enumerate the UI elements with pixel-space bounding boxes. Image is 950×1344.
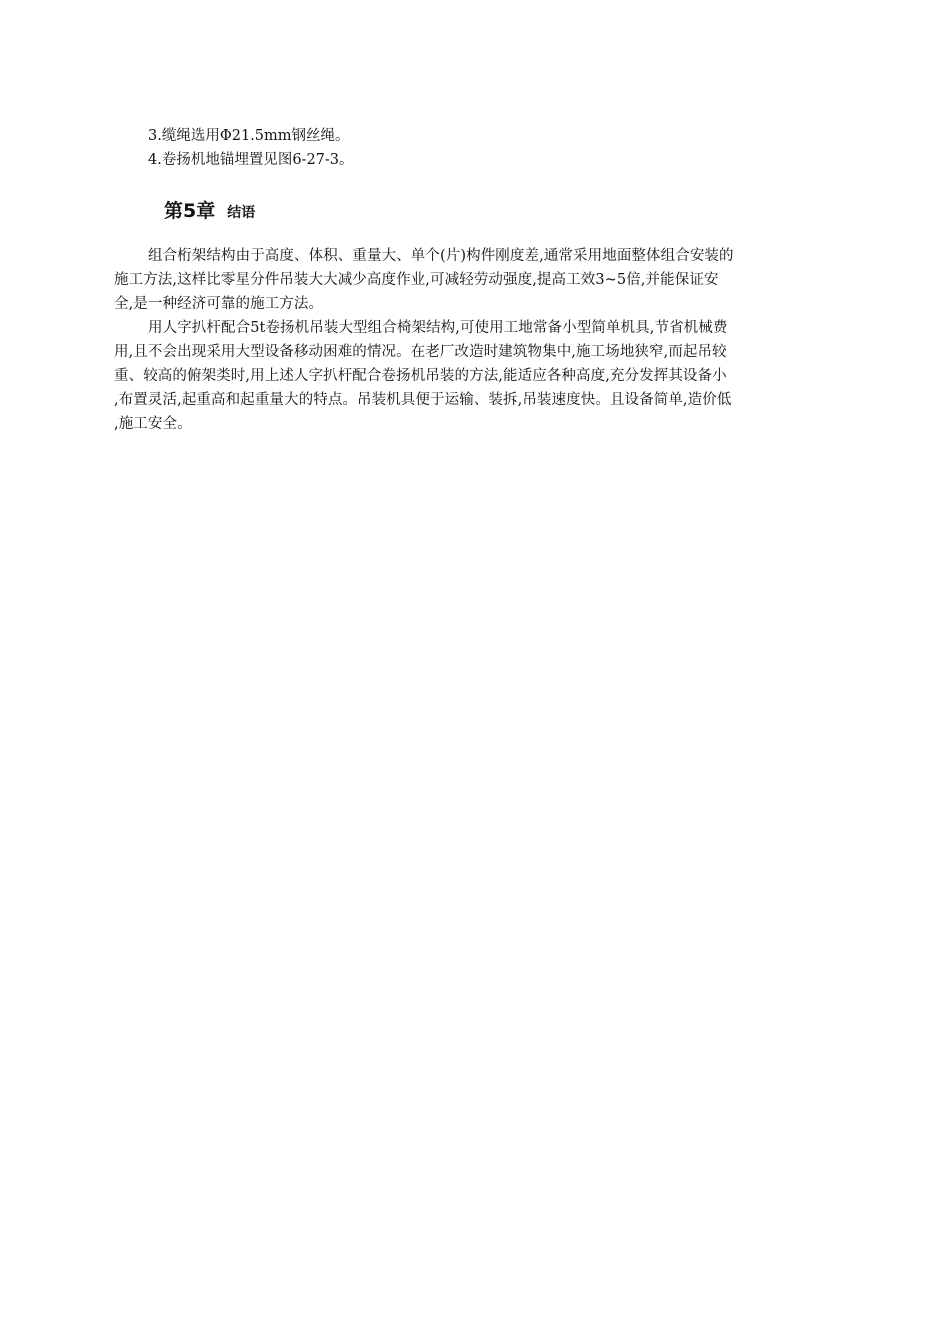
paragraph-1 bbox=[114, 244, 826, 316]
paragraph-line: ,施工安全。 bbox=[114, 416, 192, 432]
chapter-number: 第5章 bbox=[164, 200, 216, 222]
paragraph-line: 全,是一种经济可靠的施工方法。 bbox=[114, 296, 324, 312]
body-text bbox=[114, 244, 826, 436]
numbered-list bbox=[148, 124, 828, 172]
list-item: 3.缆绳选用Φ21.5mm钢丝绳。 bbox=[148, 128, 350, 144]
paragraph-line: ,布置灵活,起重高和起重量大的特点。吊装机具便于运输、装拆,吊装速度快。且设备简单,造价低 bbox=[114, 392, 732, 408]
paragraph-line: 用人字扒杆配合5t卷扬机吊装大型组合椅架结构,可使用工地常备小型简单机具,节省机械费 bbox=[148, 320, 728, 336]
paragraph-2 bbox=[114, 316, 826, 436]
chapter-title: 结语 bbox=[227, 205, 256, 221]
chapter-heading bbox=[164, 196, 255, 223]
paragraph-line: 施工方法,这样比零星分件吊装大大减少高度作业,可减轻劳动强度,提高工效3~5倍,并能保证安 bbox=[114, 272, 719, 288]
list-item: 4.卷扬机地锚埋置见图6-27-3。 bbox=[148, 152, 354, 168]
paragraph-line: 用,且不会出现采用大型设备移动困难的情况。在老厂改造时建筑物集中,施工场地狭窄,而起吊较 bbox=[114, 344, 727, 360]
paragraph-line: 组合桁架结构由于高度、体积、重量大、单个(片)构件刚度差,通常采用地面整体组合安装的 bbox=[148, 248, 734, 264]
paragraph-line: 重、较高的俯架类时,用上述人字扒杆配合卷扬机吊装的方法,能适应各种高度,充分发挥其设备小 bbox=[114, 368, 727, 384]
